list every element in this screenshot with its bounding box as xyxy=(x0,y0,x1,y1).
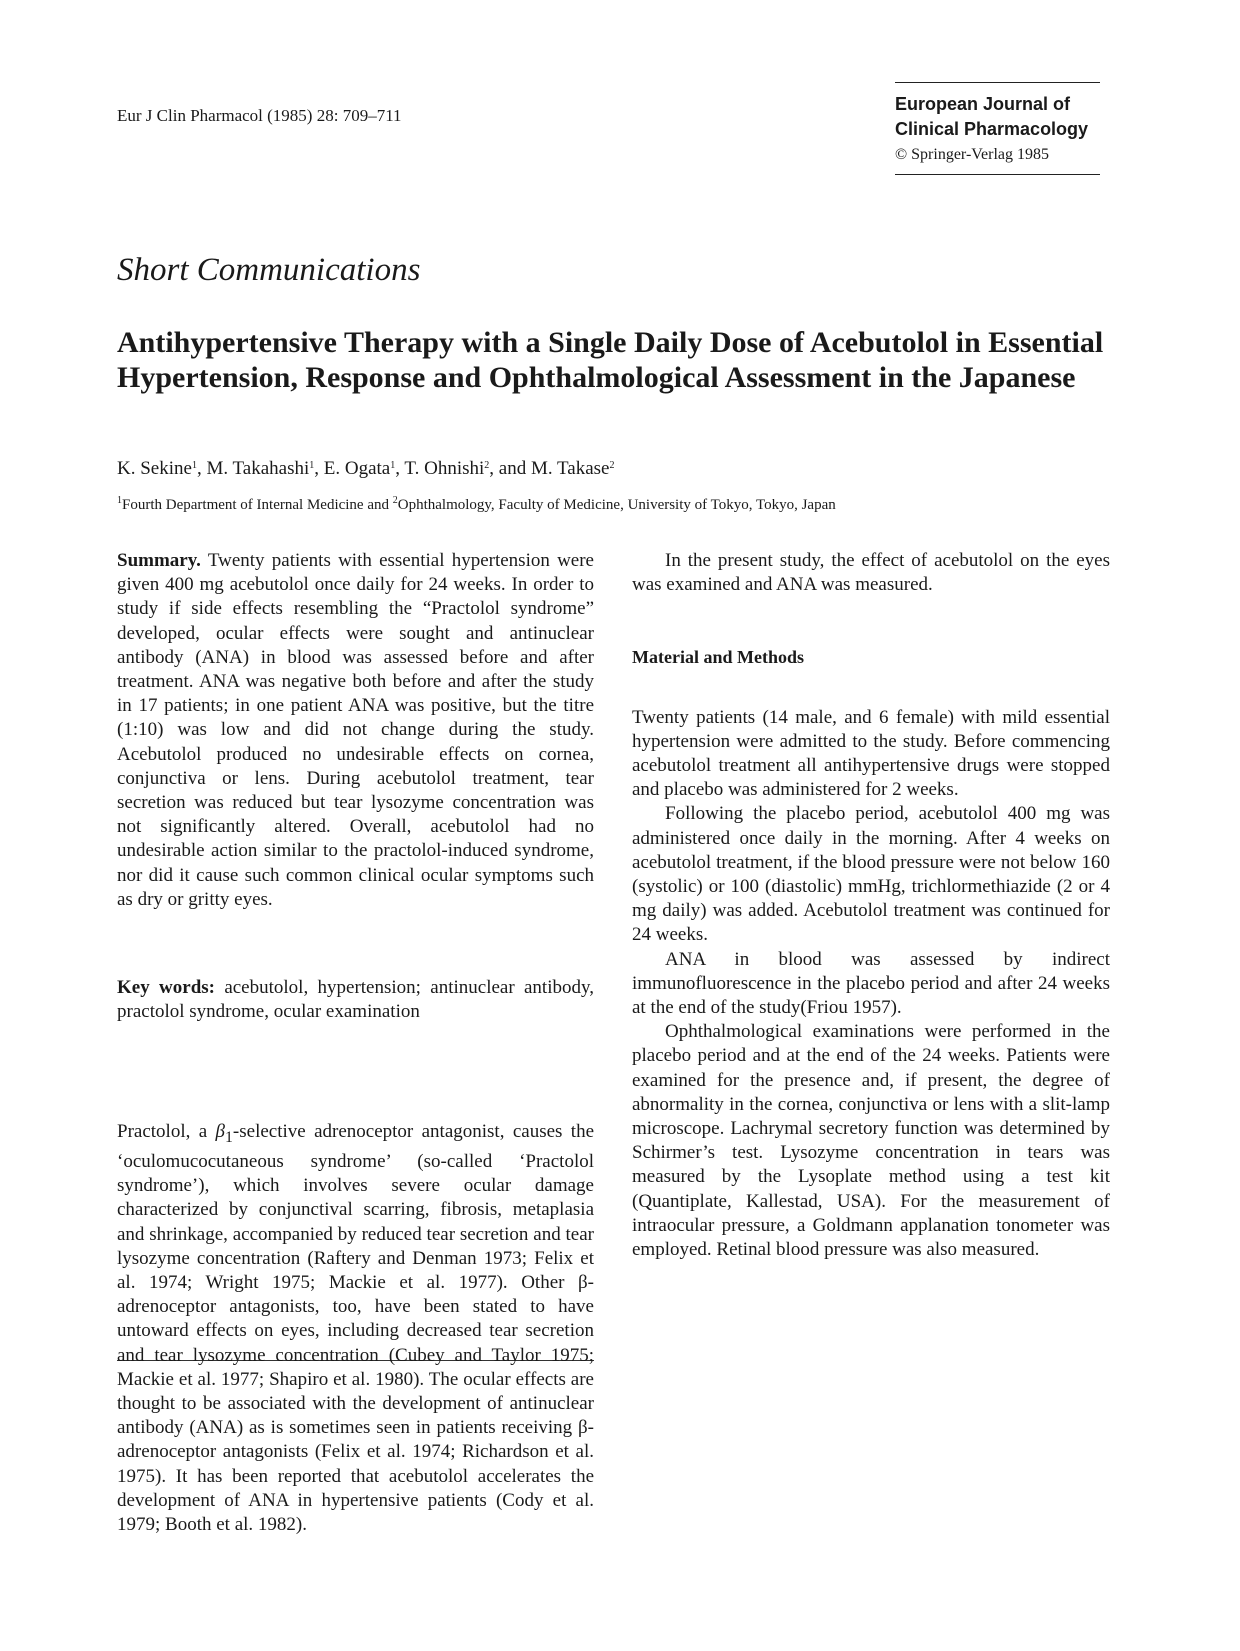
journal-name xyxy=(895,92,1100,142)
beta-symbol: β xyxy=(215,1121,225,1142)
author-affiliation-mark: 1 xyxy=(191,460,197,471)
methods-paragraph-4: Ophthalmological examinations were performed in the placebo period and at the end of the 24 weeks. Patients were examined for the presence and, if present, the degree of abnormality in the cornea, conjunctiva or lens with a slit-lamp microscope. Lachrymal secretory function was determined by Schirmer’s test. Lysozyme concentration in tears was measured by the Lysoplate method using a test kit (Quantiplate, Kallestad, USA). For the measurement of intraocular pressure, a Goldmann applanation tonometer was employed. Retinal blood pressure was also measured. xyxy=(632,1021,1110,1261)
copyright-notice: © Springer-Verlag 1985 xyxy=(895,146,1050,163)
article-title: Antihypertensive Therapy with a Single Daily Dose of Acebutolol in Essential Hypertension, Response and Ophthalmological Assessment in the Japanese xyxy=(117,326,1104,394)
author-name: E. Ogata xyxy=(323,458,391,479)
masthead-bottom-rule xyxy=(895,174,1100,175)
author-affiliation-mark: 2 xyxy=(484,460,490,471)
intro-text-b: -selective adrenoceptor antagonist, causes the ‘oculomucocutaneous syndrome’ (so-called ‘Practolol syndrome’), which involves severe ocular damage characterized by conjunctival scarring, fibrosis, metaplasia and shrinkage, accompanied by reduced tear secretion and tear lysozyme concentration (Raftery and Denman 1973; Felix et al. 1974; Wright 1975; Mackie et al. 1977). Other β-adrenoceptor antagonists, too, have been stated to have untoward effects on eyes, including decreased tear secretion and tear lysozyme concentration (Cubey and Taylor 1975; Mackie et al. 1977; Shapiro et al. 1980). The ocular effects are thought to be associated with the development of antinuclear antibody (ANA) as is sometimes seen in patients receiving β-adrenoceptor antagonists (Felix et al. 1974; Richardson et al. 1975). It has been reported that acebutolol accelerates the development of ANA in hypertensive patients (Cody et al. 1979; Booth et al. 1982). xyxy=(117,1121,595,1536)
affiliation-mark-2: 2 xyxy=(392,495,398,506)
affiliation-2: Ophthalmology, Faculty of Medicine, University of Tokyo, Tokyo, Japan xyxy=(397,497,836,513)
intro-paragraph-2: In the present study, the effect of acebutolol on the eyes was examined and ANA was measured. xyxy=(632,550,1110,596)
journal-name-line2: Clinical Pharmacology xyxy=(895,119,1089,139)
author-affiliation-mark: 1 xyxy=(309,460,315,471)
intro-paragraph-1 xyxy=(117,1120,594,1537)
summary-text: Twenty patients with essential hypertension were given 400 mg acebutolol once daily for 24 weeks. In order to study if side effects resembling the “Practolol syndrome” developed, ocular effects were sought and antinuclear antibody (ANA) in blood was assessed before and after treatment. ANA was negative both before and after the study in 17 patients; in one patient ANA was positive, but the titre (1:10) was low and did not change during the study. Acebutolol produced no undesirable effects on cornea, conjunctiva or lens. During acebutolol treatment, tear secretion was reduced but tear lysozyme concentration was not significantly altered. Overall, acebutolol had no undesirable action similar to the practolol-induced syndrome, nor did it cause such common clinical ocular symptoms such as dry or gritty eyes. xyxy=(117,550,594,910)
author-name: M. Takase xyxy=(530,458,610,479)
summary-label: Summary. xyxy=(117,550,201,571)
journal-citation: Eur J Clin Pharmacol (1985) 28: 709–711 xyxy=(117,106,402,125)
methods-paragraph-3: ANA in blood was assessed by indirect immunofluorescence in the placebo period and after 24 weeks at the end of the study(Friou 1957). xyxy=(632,948,1110,1019)
author-conjunction: and xyxy=(498,458,527,479)
introduction-part1 xyxy=(117,1120,594,1537)
journal-name-line1: European Journal of xyxy=(895,94,1071,114)
intro-text-a: Practolol, a xyxy=(117,1121,216,1142)
summary-block xyxy=(117,549,594,912)
affiliation-mark-1: 1 xyxy=(117,495,122,506)
masthead-top-rule xyxy=(895,82,1100,83)
right-column xyxy=(632,549,1110,1262)
methods-paragraph-2: Following the placebo period, acebutolol 400 mg was administered once daily in the morning. After 4 weeks on acebutolol treatment, if the blood pressure were not below 160 (systolic) or 100 (diastolic) mmHg, trichlormethiazide (2 or 4 mg daily) was added. Acebutolol treatment was continued for 24 weeks. xyxy=(632,803,1110,946)
keywords-block xyxy=(117,976,594,1024)
section-label: Short Communications xyxy=(117,252,421,288)
summary-paragraph xyxy=(117,549,594,912)
author-list: K. Sekine$^1$, M. Takahashi$^1$, E. Ogata$^1$, T. Ohnishi$^2$, and M. Takase$^2$ xyxy=(117,458,615,479)
journal-masthead xyxy=(895,82,1100,175)
author-name: M. Takahashi xyxy=(206,458,310,479)
author-name: K. Sekine xyxy=(117,458,192,479)
methods-paragraph-1: Twenty patients (14 male, and 6 female) with mild essential hypertension were admitted to the study. Before commencing acebutolol treatment all antihypertensive drugs were stopped and placebo was administered for 2 weeks. xyxy=(632,706,1110,801)
author-name: T. Ohnishi xyxy=(404,458,485,479)
methods-heading: Material and Methods xyxy=(632,647,804,668)
beta-subscript: 1 xyxy=(225,1128,233,1146)
affiliation-1: Fourth Department of Internal Medicine and xyxy=(122,497,389,513)
keywords-text: acebutolol, hypertension; antinuclear antibody, practolol syndrome, ocular examination xyxy=(117,977,594,1023)
author-affiliation-mark: 1 xyxy=(390,460,396,471)
keywords-label: Key words: xyxy=(117,977,215,998)
affiliation-line xyxy=(117,497,836,514)
author-affiliation-mark: 2 xyxy=(609,460,615,471)
keywords-paragraph xyxy=(117,976,594,1024)
